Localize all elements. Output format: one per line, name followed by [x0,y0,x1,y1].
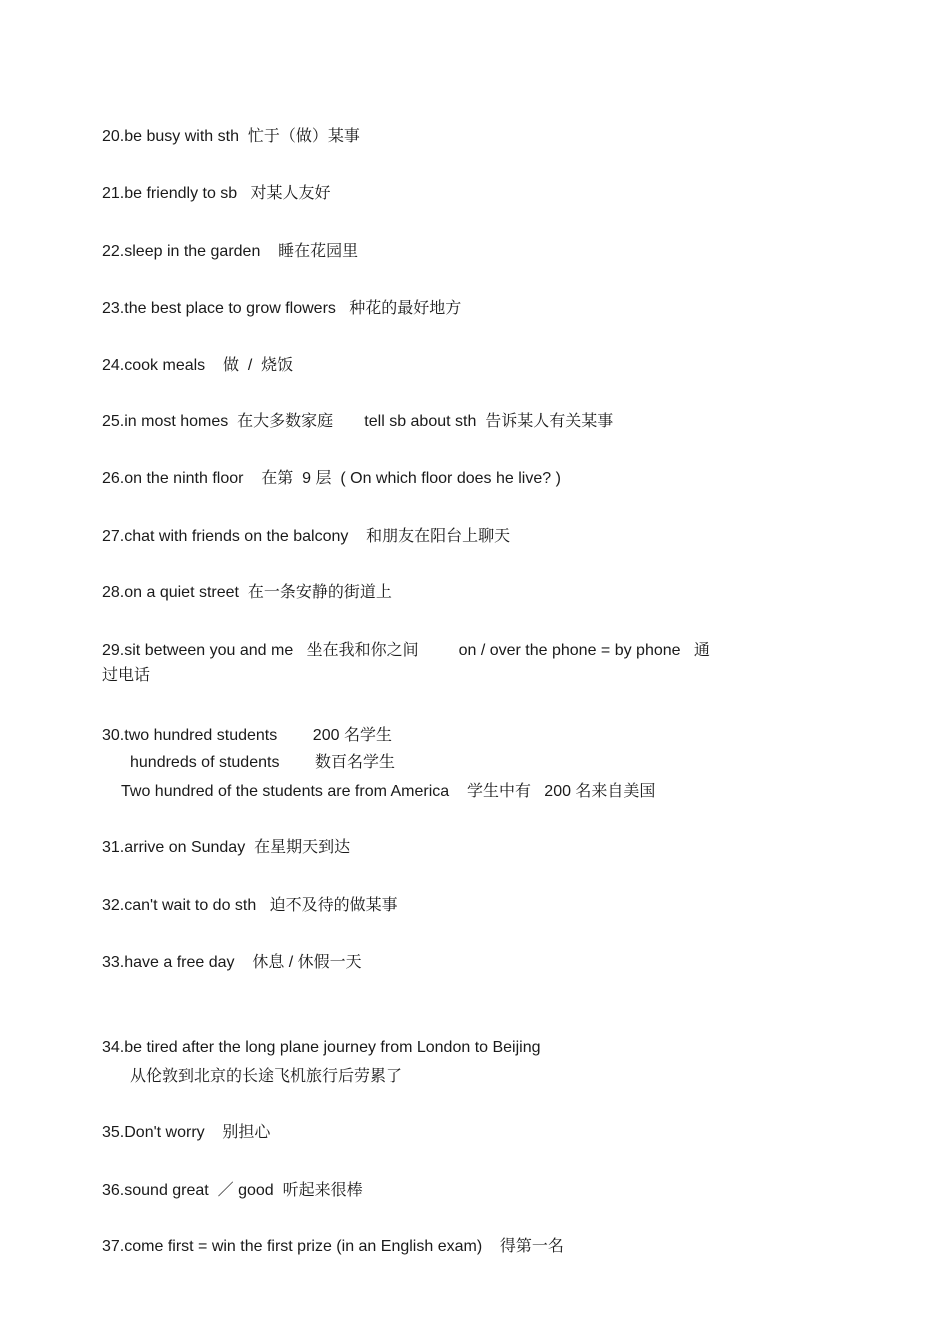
phrase-line-27: 27.chat with friends on the balcony 和朋友在阳台上聊天 [102,528,511,545]
phrase-line-23: 23.the best place to grow flowers 种花的最好地方 [102,300,462,317]
phrase-line-25: 25.in most homes 在大多数家庭 tell sb about sth 告诉某人有关某事 [102,413,614,430]
phrase-line-30-sub-1: hundreds of students 数百名学生 [130,754,396,771]
phrase-line-28: 28.on a quiet street 在一条安静的街道上 [102,584,392,601]
phrase-line-29-continuation: 过电话 [102,667,151,684]
phrase-line-33: 33.have a free day 休息 / 休假一天 [102,954,362,971]
phrase-line-20: 20.be busy with sth 忙于（做）某事 [102,128,360,145]
phrase-line-36: 36.sound great ／ good 听起来很棒 [102,1182,363,1199]
phrase-line-21: 21.be friendly to sb 对某人友好 [102,185,331,202]
phrase-line-31: 31.arrive on Sunday 在星期天到达 [102,839,351,856]
phrase-line-34-translation: 从伦敦到北京的长途飞机旅行后劳累了 [130,1068,403,1085]
phrase-line-30: 30.two hundred students 200 名学生 [102,727,392,744]
phrase-line-32: 32.can't wait to do sth 迫不及待的做某事 [102,897,398,914]
phrase-line-37: 37.come first = win the first prize (in an English exam) 得第一名 [102,1238,564,1255]
phrase-line-26: 26.on the ninth floor 在第 9 层 ( On which floor does he live? ) [102,470,561,487]
phrase-line-24: 24.cook meals 做 / 烧饭 [102,357,294,374]
phrase-line-34: 34.be tired after the long plane journey from London to Beijing [102,1039,541,1056]
phrase-line-29: 29.sit between you and me 坐在我和你之间 on / over the phone = by phone 通 [102,642,710,659]
phrase-line-35: 35.Don't worry 别担心 [102,1124,271,1141]
phrase-line-30-sub-2: Two hundred of the students are from America 学生中有 200 名来自美国 [121,783,656,800]
phrase-line-22: 22.sleep in the garden 睡在花园里 [102,243,359,260]
